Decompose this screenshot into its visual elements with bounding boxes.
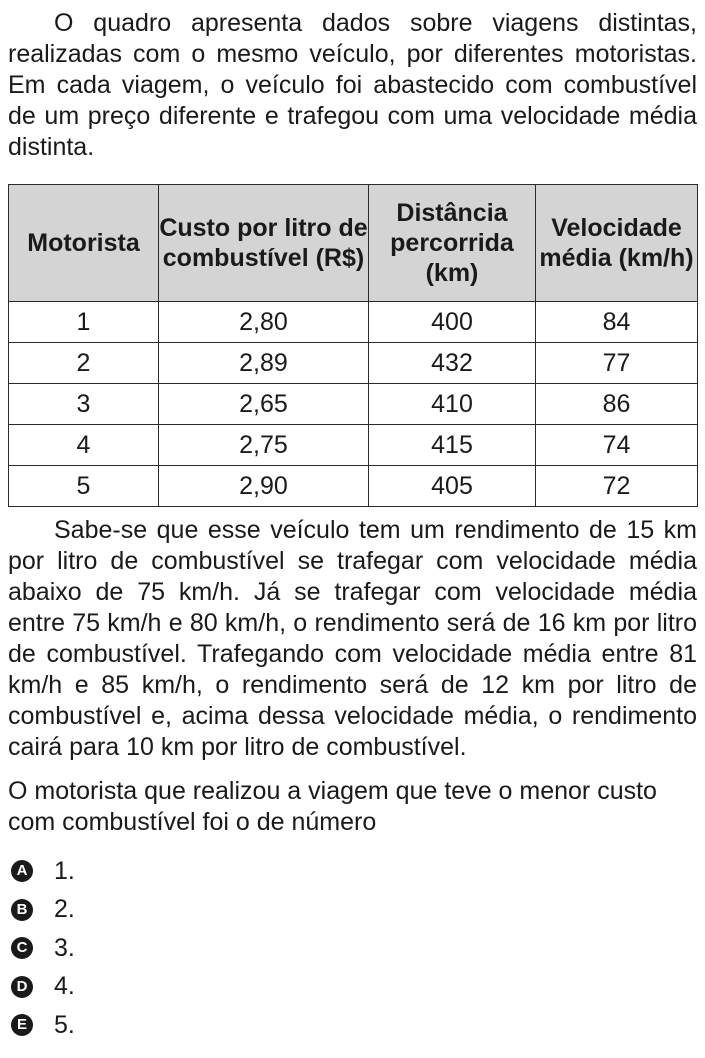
table-cell: 2,75 [159, 425, 369, 466]
option-c-letter-badge: C [11, 937, 33, 959]
table-row [9, 466, 698, 507]
option-e-text: 5. [54, 1010, 75, 1039]
option-a[interactable] [8, 852, 697, 891]
option-a-text: 1. [54, 856, 75, 885]
option-d-letter-badge: D [11, 976, 33, 998]
table-cell: 72 [536, 466, 698, 507]
table-cell: 2,65 [159, 384, 369, 425]
option-c-text: 3. [54, 933, 75, 962]
table-cell: 410 [369, 384, 536, 425]
answer-options [8, 852, 697, 1045]
table-header-row [9, 185, 698, 302]
table-cell: 2,80 [159, 302, 369, 343]
table-row [9, 384, 698, 425]
header-velocidade: Velocidade média (km/h) [536, 185, 698, 302]
table-cell: 4 [9, 425, 159, 466]
table-cell: 2,90 [159, 466, 369, 507]
table-cell: 74 [536, 425, 698, 466]
intro-paragraph: O quadro apresenta dados sobre viagens distintas, realizadas com o mesmo veículo, por diferentes motoristas. Em cada viagem, o veículo foi abastecido com combustível de um preço diferente e trafegou com uma velocidade média distinta. [8, 9, 697, 161]
trips-table [8, 184, 698, 507]
table-row [9, 425, 698, 466]
table-cell: 86 [536, 384, 698, 425]
header-motorista: Motorista [9, 185, 159, 302]
table-cell: 3 [9, 384, 159, 425]
table-cell: 77 [536, 343, 698, 384]
question-stem: O motorista que realizou a viagem que teve o menor custo com combustível foi o de número [8, 777, 657, 836]
option-b-letter-badge: B [11, 899, 33, 921]
table-cell: 415 [369, 425, 536, 466]
option-a-letter-badge: A [11, 860, 33, 882]
table-cell: 400 [369, 302, 536, 343]
table-row [9, 343, 698, 384]
table-cell: 2,89 [159, 343, 369, 384]
table-cell: 2 [9, 343, 159, 384]
table-cell: 432 [369, 343, 536, 384]
table-cell: 84 [536, 302, 698, 343]
table-cell: 1 [9, 302, 159, 343]
option-b-text: 2. [54, 895, 75, 924]
option-e[interactable] [8, 1006, 697, 1045]
header-distancia: Distância percorrida (km) [369, 185, 536, 302]
table-cell: 405 [369, 466, 536, 507]
table-row [9, 302, 698, 343]
table-cell: 5 [9, 466, 159, 507]
option-c[interactable] [8, 929, 697, 968]
info-paragraph: Sabe-se que esse veículo tem um rendimento de 15 km por litro de combustível se trafegar com velocidade média abaixo de 75 km/h. Já se trafegar com velocidade média entre 75 km/h e 80 km/h, o rendimento será de 16 km por litro de combustível. Trafegando com velocidade média entre 81 km/h e 85 km/h, o rendimento será de 12 km por litro de combustível e, acima dessa velocidade média, o rendimento cairá para 10 km por litro de combustível. [8, 516, 697, 761]
option-d[interactable] [8, 968, 697, 1007]
header-custo: Custo por litro de combustível (R$) [159, 185, 369, 302]
option-b[interactable] [8, 891, 697, 930]
option-e-letter-badge: E [11, 1014, 33, 1036]
option-d-text: 4. [54, 972, 75, 1001]
